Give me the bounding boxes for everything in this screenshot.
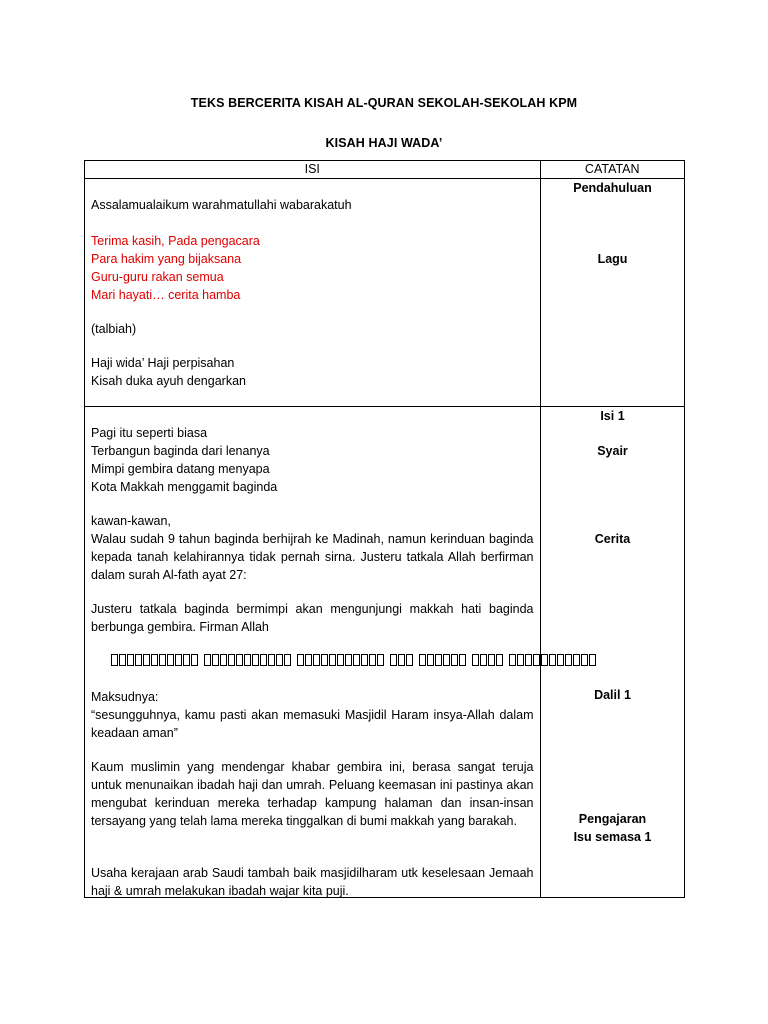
missing-glyph-icon [135, 654, 142, 666]
isi-cell-intro [85, 179, 541, 407]
kawan-text: kawan-kawan, [91, 514, 171, 528]
missing-glyph-icon [337, 654, 344, 666]
missing-glyph-icon [496, 654, 503, 666]
missing-glyph-icon [151, 654, 158, 666]
paragraph-2: Justeru tatkala baginda bermimpi akan mengunjungi makkah hati baginda berbunga gembira. Firman Allah [91, 602, 534, 634]
arabic-word [111, 654, 198, 666]
paragraph-3: Kaum muslimin yang mendengar khabar gembira ini, berasa sangat teruja untuk menunaikan ibadah haji dan umrah. Peluang keemasan ini pastinya akan mengubat kerinduan mereka terhadap kampung halaman dan insan-insan tersayang yang telah lama mereka tinggalkan di bumi makkah yang barakah. [91, 760, 534, 828]
missing-glyph-icon [244, 654, 251, 666]
missing-glyph-icon [212, 654, 219, 666]
paragraph-1: Walau sudah 9 tahun baginda berhijrah ke Madinah, namun kerinduan baginda kepada tanah kelahirannya tidak pernah sirna. Justeru tatkala Allah berfirman dalam surah Al-fath ayat 27: [91, 532, 534, 582]
note-dalil1: Dalil 1 [594, 688, 631, 702]
missing-glyph-icon [321, 654, 328, 666]
missing-glyph-icon [451, 654, 458, 666]
missing-glyph-icon [525, 654, 532, 666]
missing-glyph-icon [143, 654, 150, 666]
arabic-word [472, 654, 503, 666]
missing-glyph-icon [159, 654, 166, 666]
note-isu-semasa: Isu semasa 1 [573, 830, 652, 844]
missing-glyph-icon [183, 654, 190, 666]
table-row [85, 179, 685, 407]
missing-glyph-icon [236, 654, 243, 666]
missing-glyph-icon [204, 654, 211, 666]
column-header-isi: ISI [85, 161, 541, 179]
note-lagu: Lagu [597, 252, 628, 266]
syair-line: Kota Makkah menggamit baginda [91, 480, 278, 494]
missing-glyph-icon [127, 654, 134, 666]
missing-glyph-icon [220, 654, 227, 666]
missing-glyph-icon [353, 654, 360, 666]
note-pendahuluan: Pendahuluan [573, 181, 652, 195]
missing-glyph-icon [268, 654, 275, 666]
missing-glyph-icon [276, 654, 283, 666]
translation-text: “sesungguhnya, kamu pasti akan memasuki Masjidil Haram insya-Allah dalam keadaan aman” [91, 708, 534, 740]
arabic-verse-glyphs [111, 651, 511, 669]
maksudnya-label: Maksudnya: [91, 690, 159, 704]
closing-line: Haji wida’ Haji perpisahan [91, 356, 235, 370]
missing-glyph-icon [406, 654, 413, 666]
missing-glyph-icon [480, 654, 487, 666]
missing-glyph-icon [119, 654, 126, 666]
syair-line: Terbangun baginda dari lenanya [91, 444, 270, 458]
missing-glyph-icon [377, 654, 384, 666]
arabic-word [390, 654, 413, 666]
story-table [84, 160, 685, 898]
isi-cell-content [85, 407, 541, 898]
note-isi1: Isi 1 [600, 409, 625, 423]
missing-glyph-icon [167, 654, 174, 666]
paragraph-4: Usaha kerajaan arab Saudi tambah baik masjidilharam utk keselesaan Jemaah haji & umrah melakukan ibadah wajar kita puji. [91, 866, 534, 898]
missing-glyph-icon [228, 654, 235, 666]
table-header-row [85, 161, 685, 179]
missing-glyph-icon [419, 654, 426, 666]
table-row [85, 407, 685, 898]
missing-glyph-icon [459, 654, 466, 666]
missing-glyph-icon [361, 654, 368, 666]
verse-line: Terima kasih, Pada pengacara [91, 234, 260, 248]
missing-glyph-icon [260, 654, 267, 666]
missing-glyph-icon [284, 654, 291, 666]
missing-glyph-icon [175, 654, 182, 666]
missing-glyph-icon [533, 654, 540, 666]
missing-glyph-icon [252, 654, 259, 666]
missing-glyph-icon [305, 654, 312, 666]
document-title: TEKS BERCERITA KISAH AL-QURAN SEKOLAH-SEKOLAH KPM [190, 96, 578, 110]
missing-glyph-icon [345, 654, 352, 666]
note-syair: Syair [597, 444, 628, 458]
missing-glyph-icon [488, 654, 495, 666]
missing-glyph-icon [191, 654, 198, 666]
verse-line: Guru-guru rakan semua [91, 270, 224, 284]
missing-glyph-icon [443, 654, 450, 666]
arabic-word [419, 654, 466, 666]
verse-line: Mari hayati… cerita hamba [91, 288, 241, 302]
verse-line: Para hakim yang bijaksana [91, 252, 242, 266]
missing-glyph-icon [297, 654, 304, 666]
missing-glyph-icon [111, 654, 118, 666]
note-pengajaran: Pengajaran [578, 812, 647, 826]
missing-glyph-icon [472, 654, 479, 666]
catatan-cell-content [540, 407, 685, 898]
missing-glyph-icon [398, 654, 405, 666]
syair-line: Mimpi gembira datang menyapa [91, 462, 270, 476]
note-cerita: Cerita [594, 532, 631, 546]
greeting-text: Assalamualaikum warahmatullahi wabarakatuh [91, 198, 352, 212]
catatan-cell-intro [540, 179, 685, 407]
missing-glyph-icon [427, 654, 434, 666]
missing-glyph-icon [313, 654, 320, 666]
missing-glyph-icon [435, 654, 442, 666]
talbiah-text: (talbiah) [91, 322, 137, 336]
arabic-word [297, 654, 384, 666]
syair-line: Pagi itu seperti biasa [91, 426, 208, 440]
missing-glyph-icon [369, 654, 376, 666]
missing-glyph-icon [390, 654, 397, 666]
missing-glyph-icon [509, 654, 516, 666]
missing-glyph-icon [517, 654, 524, 666]
column-header-catatan: CATATAN [540, 161, 685, 179]
missing-glyph-icon [329, 654, 336, 666]
closing-line: Kisah duka ayuh dengarkan [91, 374, 246, 388]
document-subtitle: KISAH HAJI WADA’ [325, 136, 443, 150]
arabic-word [204, 654, 291, 666]
